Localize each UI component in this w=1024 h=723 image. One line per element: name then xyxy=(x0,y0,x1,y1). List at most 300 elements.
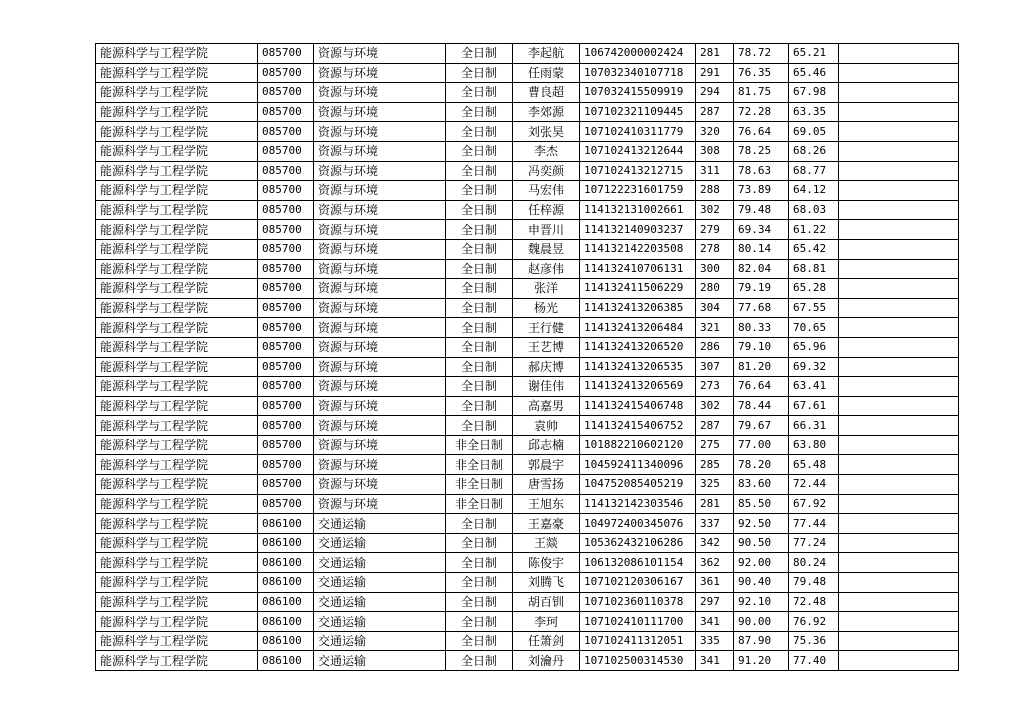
student-name-cell: 任雨蒙 xyxy=(513,63,580,83)
major-name-cell: 交通运输 xyxy=(314,592,446,612)
interview-score-cell: 81.20 xyxy=(734,357,789,377)
major-code-cell: 085700 xyxy=(258,259,314,279)
total-score-cell: 79.48 xyxy=(789,573,839,593)
note-cell xyxy=(839,122,959,142)
college-cell: 能源科学与工程学院 xyxy=(96,318,258,338)
exam-id-cell: 107102120306167 xyxy=(580,573,696,593)
exam-id-cell: 114132140903237 xyxy=(580,220,696,240)
interview-score-cell: 78.44 xyxy=(734,396,789,416)
study-mode-cell: 全日制 xyxy=(446,318,513,338)
total-score-cell: 70.65 xyxy=(789,318,839,338)
total-score-cell: 67.61 xyxy=(789,396,839,416)
student-name-cell: 谢佳伟 xyxy=(513,377,580,397)
study-mode-cell: 全日制 xyxy=(446,396,513,416)
major-code-cell: 086100 xyxy=(258,612,314,632)
note-cell xyxy=(839,259,959,279)
note-cell xyxy=(839,612,959,632)
exam-id-cell: 107102410311779 xyxy=(580,122,696,142)
note-cell xyxy=(839,494,959,514)
student-name-cell: 任箫剑 xyxy=(513,631,580,651)
student-name-cell: 赵彦伟 xyxy=(513,259,580,279)
interview-score-cell: 77.00 xyxy=(734,435,789,455)
major-name-cell: 交通运输 xyxy=(314,631,446,651)
total-score-cell: 66.31 xyxy=(789,416,839,436)
exam-id-cell: 114132142303546 xyxy=(580,494,696,514)
total-score-cell: 65.96 xyxy=(789,337,839,357)
student-name-cell: 王燚 xyxy=(513,533,580,553)
major-name-cell: 资源与环境 xyxy=(314,396,446,416)
study-mode-cell: 全日制 xyxy=(446,220,513,240)
interview-score-cell: 80.33 xyxy=(734,318,789,338)
major-name-cell: 资源与环境 xyxy=(314,44,446,64)
student-name-cell: 邱志楠 xyxy=(513,435,580,455)
interview-score-cell: 79.10 xyxy=(734,337,789,357)
note-cell xyxy=(839,83,959,103)
student-name-cell: 刘瀹丹 xyxy=(513,651,580,671)
exam-id-cell: 114132413206535 xyxy=(580,357,696,377)
note-cell xyxy=(839,631,959,651)
note-cell xyxy=(839,239,959,259)
total-score-cell: 69.05 xyxy=(789,122,839,142)
table-row xyxy=(96,220,959,240)
exam-id-cell: 104592411340096 xyxy=(580,455,696,475)
interview-score-cell: 80.14 xyxy=(734,239,789,259)
interview-score-cell: 77.68 xyxy=(734,298,789,318)
study-mode-cell: 全日制 xyxy=(446,651,513,671)
major-code-cell: 085700 xyxy=(258,161,314,181)
exam-id-cell: 107102411312051 xyxy=(580,631,696,651)
major-name-cell: 资源与环境 xyxy=(314,102,446,122)
major-name-cell: 资源与环境 xyxy=(314,259,446,279)
college-cell: 能源科学与工程学院 xyxy=(96,259,258,279)
major-code-cell: 085700 xyxy=(258,337,314,357)
major-code-cell: 085700 xyxy=(258,435,314,455)
study-mode-cell: 全日制 xyxy=(446,44,513,64)
note-cell xyxy=(839,455,959,475)
exam-id-cell: 107102413212715 xyxy=(580,161,696,181)
student-name-cell: 申晋川 xyxy=(513,220,580,240)
student-name-cell: 陈俊宇 xyxy=(513,553,580,573)
college-cell: 能源科学与工程学院 xyxy=(96,181,258,201)
major-name-cell: 资源与环境 xyxy=(314,220,446,240)
table-row xyxy=(96,318,959,338)
major-name-cell: 资源与环境 xyxy=(314,63,446,83)
table-row xyxy=(96,239,959,259)
total-score-cell: 63.35 xyxy=(789,102,839,122)
table-row xyxy=(96,631,959,651)
interview-score-cell: 92.50 xyxy=(734,514,789,534)
interview-score-cell: 78.20 xyxy=(734,455,789,475)
total-score-cell: 63.80 xyxy=(789,435,839,455)
study-mode-cell: 全日制 xyxy=(446,181,513,201)
exam-id-cell: 104752085405219 xyxy=(580,475,696,495)
initial-score-cell: 335 xyxy=(696,631,734,651)
note-cell xyxy=(839,533,959,553)
student-name-cell: 胡百钏 xyxy=(513,592,580,612)
note-cell xyxy=(839,220,959,240)
total-score-cell: 77.44 xyxy=(789,514,839,534)
exam-id-cell: 101882210602120 xyxy=(580,435,696,455)
table-row xyxy=(96,612,959,632)
study-mode-cell: 全日制 xyxy=(446,83,513,103)
major-name-cell: 资源与环境 xyxy=(314,200,446,220)
major-code-cell: 085700 xyxy=(258,220,314,240)
college-cell: 能源科学与工程学院 xyxy=(96,592,258,612)
table-row xyxy=(96,435,959,455)
note-cell xyxy=(839,377,959,397)
total-score-cell: 76.92 xyxy=(789,612,839,632)
major-code-cell: 085700 xyxy=(258,416,314,436)
initial-score-cell: 311 xyxy=(696,161,734,181)
note-cell xyxy=(839,337,959,357)
interview-score-cell: 82.04 xyxy=(734,259,789,279)
initial-score-cell: 285 xyxy=(696,455,734,475)
total-score-cell: 64.12 xyxy=(789,181,839,201)
study-mode-cell: 全日制 xyxy=(446,357,513,377)
table-row xyxy=(96,279,959,299)
total-score-cell: 72.44 xyxy=(789,475,839,495)
initial-score-cell: 273 xyxy=(696,377,734,397)
major-name-cell: 资源与环境 xyxy=(314,357,446,377)
exam-id-cell: 114132411506229 xyxy=(580,279,696,299)
initial-score-cell: 291 xyxy=(696,63,734,83)
table-row xyxy=(96,377,959,397)
table-row xyxy=(96,298,959,318)
initial-score-cell: 302 xyxy=(696,200,734,220)
interview-score-cell: 69.34 xyxy=(734,220,789,240)
exam-id-cell: 107102410111700 xyxy=(580,612,696,632)
table-row xyxy=(96,514,959,534)
interview-score-cell: 83.60 xyxy=(734,475,789,495)
student-name-cell: 曹良超 xyxy=(513,83,580,103)
college-cell: 能源科学与工程学院 xyxy=(96,44,258,64)
interview-score-cell: 79.19 xyxy=(734,279,789,299)
initial-score-cell: 300 xyxy=(696,259,734,279)
table-row xyxy=(96,396,959,416)
exam-id-cell: 114132413206569 xyxy=(580,377,696,397)
major-code-cell: 085700 xyxy=(258,279,314,299)
note-cell xyxy=(839,475,959,495)
major-code-cell: 086100 xyxy=(258,573,314,593)
exam-id-cell: 114132415406748 xyxy=(580,396,696,416)
student-name-cell: 任梓源 xyxy=(513,200,580,220)
total-score-cell: 65.48 xyxy=(789,455,839,475)
major-code-cell: 085700 xyxy=(258,475,314,495)
interview-score-cell: 90.50 xyxy=(734,533,789,553)
college-cell: 能源科学与工程学院 xyxy=(96,435,258,455)
total-score-cell: 72.48 xyxy=(789,592,839,612)
major-name-cell: 交通运输 xyxy=(314,553,446,573)
interview-score-cell: 79.67 xyxy=(734,416,789,436)
study-mode-cell: 非全日制 xyxy=(446,435,513,455)
student-name-cell: 李珂 xyxy=(513,612,580,632)
note-cell xyxy=(839,181,959,201)
student-name-cell: 王旭东 xyxy=(513,494,580,514)
study-mode-cell: 全日制 xyxy=(446,200,513,220)
exam-id-cell: 114132415406752 xyxy=(580,416,696,436)
study-mode-cell: 全日制 xyxy=(446,553,513,573)
interview-score-cell: 91.20 xyxy=(734,651,789,671)
study-mode-cell: 非全日制 xyxy=(446,475,513,495)
college-cell: 能源科学与工程学院 xyxy=(96,612,258,632)
interview-score-cell: 81.75 xyxy=(734,83,789,103)
total-score-cell: 65.42 xyxy=(789,239,839,259)
table-row xyxy=(96,63,959,83)
initial-score-cell: 288 xyxy=(696,181,734,201)
major-name-cell: 资源与环境 xyxy=(314,435,446,455)
total-score-cell: 65.21 xyxy=(789,44,839,64)
student-name-cell: 杨光 xyxy=(513,298,580,318)
major-name-cell: 资源与环境 xyxy=(314,122,446,142)
student-name-cell: 王行健 xyxy=(513,318,580,338)
college-cell: 能源科学与工程学院 xyxy=(96,514,258,534)
admission-results-table xyxy=(95,43,959,671)
student-name-cell: 郝庆博 xyxy=(513,357,580,377)
study-mode-cell: 全日制 xyxy=(446,573,513,593)
student-name-cell: 张洋 xyxy=(513,279,580,299)
initial-score-cell: 321 xyxy=(696,318,734,338)
study-mode-cell: 全日制 xyxy=(446,279,513,299)
major-code-cell: 085700 xyxy=(258,181,314,201)
exam-id-cell: 114132413206385 xyxy=(580,298,696,318)
study-mode-cell: 全日制 xyxy=(446,612,513,632)
table-row xyxy=(96,592,959,612)
study-mode-cell: 全日制 xyxy=(446,298,513,318)
initial-score-cell: 308 xyxy=(696,141,734,161)
college-cell: 能源科学与工程学院 xyxy=(96,220,258,240)
major-code-cell: 086100 xyxy=(258,651,314,671)
exam-id-cell: 107102360110378 xyxy=(580,592,696,612)
note-cell xyxy=(839,298,959,318)
major-name-cell: 资源与环境 xyxy=(314,377,446,397)
table-row xyxy=(96,533,959,553)
college-cell: 能源科学与工程学院 xyxy=(96,494,258,514)
major-code-cell: 086100 xyxy=(258,631,314,651)
college-cell: 能源科学与工程学院 xyxy=(96,200,258,220)
interview-score-cell: 90.40 xyxy=(734,573,789,593)
major-code-cell: 085700 xyxy=(258,141,314,161)
initial-score-cell: 278 xyxy=(696,239,734,259)
student-name-cell: 冯奕颜 xyxy=(513,161,580,181)
table-row xyxy=(96,181,959,201)
interview-score-cell: 76.64 xyxy=(734,122,789,142)
student-name-cell: 唐雪扬 xyxy=(513,475,580,495)
note-cell xyxy=(839,416,959,436)
note-cell xyxy=(839,161,959,181)
note-cell xyxy=(839,357,959,377)
total-score-cell: 68.26 xyxy=(789,141,839,161)
initial-score-cell: 341 xyxy=(696,651,734,671)
initial-score-cell: 281 xyxy=(696,494,734,514)
exam-id-cell: 114132413206484 xyxy=(580,318,696,338)
total-score-cell: 80.24 xyxy=(789,553,839,573)
major-code-cell: 085700 xyxy=(258,239,314,259)
note-cell xyxy=(839,514,959,534)
initial-score-cell: 287 xyxy=(696,416,734,436)
initial-score-cell: 280 xyxy=(696,279,734,299)
interview-score-cell: 79.48 xyxy=(734,200,789,220)
major-name-cell: 资源与环境 xyxy=(314,83,446,103)
total-score-cell: 77.24 xyxy=(789,533,839,553)
college-cell: 能源科学与工程学院 xyxy=(96,631,258,651)
major-name-cell: 资源与环境 xyxy=(314,239,446,259)
note-cell xyxy=(839,63,959,83)
initial-score-cell: 341 xyxy=(696,612,734,632)
table-row xyxy=(96,573,959,593)
initial-score-cell: 287 xyxy=(696,102,734,122)
major-name-cell: 资源与环境 xyxy=(314,494,446,514)
study-mode-cell: 全日制 xyxy=(446,416,513,436)
study-mode-cell: 全日制 xyxy=(446,63,513,83)
student-name-cell: 李起航 xyxy=(513,44,580,64)
college-cell: 能源科学与工程学院 xyxy=(96,141,258,161)
initial-score-cell: 307 xyxy=(696,357,734,377)
student-name-cell: 魏晨昱 xyxy=(513,239,580,259)
note-cell xyxy=(839,651,959,671)
interview-score-cell: 76.64 xyxy=(734,377,789,397)
major-name-cell: 交通运输 xyxy=(314,612,446,632)
college-cell: 能源科学与工程学院 xyxy=(96,122,258,142)
college-cell: 能源科学与工程学院 xyxy=(96,102,258,122)
table-row xyxy=(96,44,959,64)
table-row xyxy=(96,102,959,122)
student-name-cell: 刘腾飞 xyxy=(513,573,580,593)
college-cell: 能源科学与工程学院 xyxy=(96,553,258,573)
major-code-cell: 086100 xyxy=(258,592,314,612)
initial-score-cell: 325 xyxy=(696,475,734,495)
college-cell: 能源科学与工程学院 xyxy=(96,455,258,475)
major-code-cell: 085700 xyxy=(258,396,314,416)
table-row xyxy=(96,416,959,436)
college-cell: 能源科学与工程学院 xyxy=(96,357,258,377)
initial-score-cell: 320 xyxy=(696,122,734,142)
exam-id-cell: 107102500314530 xyxy=(580,651,696,671)
major-code-cell: 085700 xyxy=(258,357,314,377)
exam-id-cell: 106742000002424 xyxy=(580,44,696,64)
study-mode-cell: 全日制 xyxy=(446,592,513,612)
student-name-cell: 高嘉男 xyxy=(513,396,580,416)
table-row xyxy=(96,651,959,671)
major-code-cell: 085700 xyxy=(258,298,314,318)
major-name-cell: 资源与环境 xyxy=(314,416,446,436)
college-cell: 能源科学与工程学院 xyxy=(96,337,258,357)
table-row xyxy=(96,455,959,475)
major-name-cell: 资源与环境 xyxy=(314,161,446,181)
exam-id-cell: 114132142203508 xyxy=(580,239,696,259)
major-name-cell: 资源与环境 xyxy=(314,279,446,299)
study-mode-cell: 全日制 xyxy=(446,102,513,122)
total-score-cell: 67.55 xyxy=(789,298,839,318)
note-cell xyxy=(839,102,959,122)
college-cell: 能源科学与工程学院 xyxy=(96,651,258,671)
note-cell xyxy=(839,200,959,220)
interview-score-cell: 92.00 xyxy=(734,553,789,573)
note-cell xyxy=(839,553,959,573)
student-name-cell: 李杰 xyxy=(513,141,580,161)
total-score-cell: 68.81 xyxy=(789,259,839,279)
initial-score-cell: 294 xyxy=(696,83,734,103)
college-cell: 能源科学与工程学院 xyxy=(96,396,258,416)
exam-id-cell: 105362432106286 xyxy=(580,533,696,553)
college-cell: 能源科学与工程学院 xyxy=(96,83,258,103)
college-cell: 能源科学与工程学院 xyxy=(96,279,258,299)
table-row xyxy=(96,161,959,181)
total-score-cell: 65.28 xyxy=(789,279,839,299)
total-score-cell: 67.98 xyxy=(789,83,839,103)
major-name-cell: 资源与环境 xyxy=(314,337,446,357)
study-mode-cell: 全日制 xyxy=(446,161,513,181)
exam-id-cell: 104972400345076 xyxy=(580,514,696,534)
major-code-cell: 085700 xyxy=(258,122,314,142)
college-cell: 能源科学与工程学院 xyxy=(96,239,258,259)
major-name-cell: 交通运输 xyxy=(314,573,446,593)
student-name-cell: 王嘉豪 xyxy=(513,514,580,534)
major-name-cell: 交通运输 xyxy=(314,533,446,553)
study-mode-cell: 非全日制 xyxy=(446,494,513,514)
note-cell xyxy=(839,44,959,64)
total-score-cell: 65.46 xyxy=(789,63,839,83)
student-name-cell: 王艺博 xyxy=(513,337,580,357)
table-row xyxy=(96,259,959,279)
exam-id-cell: 107032340107718 xyxy=(580,63,696,83)
study-mode-cell: 全日制 xyxy=(446,533,513,553)
interview-score-cell: 87.90 xyxy=(734,631,789,651)
table-row xyxy=(96,337,959,357)
major-name-cell: 资源与环境 xyxy=(314,141,446,161)
study-mode-cell: 全日制 xyxy=(446,631,513,651)
college-cell: 能源科学与工程学院 xyxy=(96,161,258,181)
student-name-cell: 刘张昊 xyxy=(513,122,580,142)
table-row xyxy=(96,357,959,377)
table-row xyxy=(96,494,959,514)
note-cell xyxy=(839,396,959,416)
study-mode-cell: 全日制 xyxy=(446,259,513,279)
total-score-cell: 63.41 xyxy=(789,377,839,397)
major-code-cell: 086100 xyxy=(258,514,314,534)
initial-score-cell: 279 xyxy=(696,220,734,240)
major-code-cell: 085700 xyxy=(258,200,314,220)
initial-score-cell: 362 xyxy=(696,553,734,573)
college-cell: 能源科学与工程学院 xyxy=(96,298,258,318)
note-cell xyxy=(839,141,959,161)
college-cell: 能源科学与工程学院 xyxy=(96,533,258,553)
initial-score-cell: 297 xyxy=(696,592,734,612)
initial-score-cell: 337 xyxy=(696,514,734,534)
table-row xyxy=(96,83,959,103)
major-name-cell: 资源与环境 xyxy=(314,318,446,338)
interview-score-cell: 85.50 xyxy=(734,494,789,514)
major-code-cell: 085700 xyxy=(258,102,314,122)
major-code-cell: 085700 xyxy=(258,318,314,338)
exam-id-cell: 107102413212644 xyxy=(580,141,696,161)
table-row xyxy=(96,141,959,161)
major-name-cell: 交通运输 xyxy=(314,651,446,671)
total-score-cell: 75.36 xyxy=(789,631,839,651)
major-code-cell: 085700 xyxy=(258,63,314,83)
study-mode-cell: 全日制 xyxy=(446,514,513,534)
table-row xyxy=(96,122,959,142)
initial-score-cell: 342 xyxy=(696,533,734,553)
exam-id-cell: 106132086101154 xyxy=(580,553,696,573)
major-code-cell: 085700 xyxy=(258,83,314,103)
initial-score-cell: 361 xyxy=(696,573,734,593)
major-code-cell: 085700 xyxy=(258,377,314,397)
note-cell xyxy=(839,279,959,299)
total-score-cell: 68.77 xyxy=(789,161,839,181)
initial-score-cell: 281 xyxy=(696,44,734,64)
exam-id-cell: 114132131002661 xyxy=(580,200,696,220)
table-row xyxy=(96,475,959,495)
